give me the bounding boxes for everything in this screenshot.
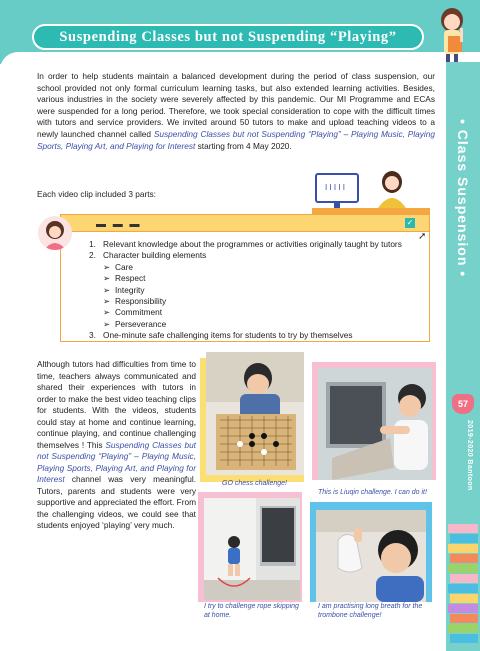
- video-parts-list: [89, 239, 425, 342]
- sidebar-year-label: 2019-2020 Bantoon: [466, 420, 473, 491]
- list-text: Relevant knowledge about the programmes or activities originally taught by tutors: [103, 239, 402, 249]
- go-chess-photo: [206, 352, 304, 475]
- list-text: One-minute safe challenging items for students to try by themselves: [103, 330, 353, 341]
- parts-label: Each video clip included 3 parts:: [37, 189, 156, 199]
- trombone-practice-photo: [316, 510, 426, 602]
- list-number: 3.: [89, 330, 96, 341]
- sub-list-item: [89, 262, 425, 273]
- sub-item-text: Perseverance: [115, 318, 167, 329]
- sidebar-section-label: • Class Suspension •: [455, 118, 471, 278]
- sub-list-item: [89, 296, 425, 307]
- sub-item-text: Commitment: [115, 307, 163, 318]
- sub-list-item: [89, 319, 425, 330]
- list-item: [89, 250, 425, 261]
- page-number: 57: [457, 399, 468, 409]
- checkbox-icon: ✓: [406, 218, 414, 227]
- intro-text-1: In order to help students maintain a balanced development during the period of class suspension, our school provided not only formal curriculum learning tasks, but also extended learning activities. Besides, various industries in the society were severely affected by this pandemic. Our MI Programme and ECAs were suspended for a long period. Therefore, we took special consideration to cope with the difficult times with tutors and service providers. We invited around 50 tutors to make and upload teaching videos to a newly launched channel called: [37, 71, 435, 139]
- body-paragraph: [37, 359, 196, 532]
- sub-item-text: Responsibility: [115, 296, 167, 307]
- arrow-bullet-icon: ➢: [103, 307, 110, 318]
- caption-trombone: I am practising long breath for the trombone challenge!: [318, 603, 423, 619]
- cursor-icon: ➚: [418, 231, 427, 242]
- sub-item-text: Integrity: [115, 284, 145, 295]
- page-number-badge: [452, 394, 474, 414]
- girl-avatar-illustration: [38, 216, 72, 250]
- rope-skipping-photo: [204, 498, 300, 600]
- list-number: 2.: [89, 250, 96, 261]
- girl-at-computer-illustration: [312, 168, 430, 216]
- title-banner: [32, 24, 424, 50]
- svg-text:I I I I I: I I I I I: [325, 183, 346, 192]
- list-item: [89, 330, 425, 341]
- sub-list-item: [89, 285, 425, 296]
- list-item: [89, 239, 425, 250]
- arrow-bullet-icon: ➢: [103, 296, 110, 307]
- list-number: 1.: [89, 239, 96, 249]
- intro-paragraph: [37, 71, 435, 152]
- arrow-bullet-icon: ➢: [103, 261, 110, 272]
- intro-channel-name: Suspending Classes but not Suspending “Playing” – Playing Music, Playing Sports, Playing Art, and Playing for Interest: [37, 128, 435, 151]
- liuqin-photo: [318, 368, 432, 480]
- intro-text-2: starting from 4 May 2020.: [195, 140, 292, 151]
- sub-item-text: Care: [115, 261, 133, 272]
- header-wave: [0, 52, 480, 70]
- body-channel-name: Suspending Classes but not Suspending “Playing” – Playing Music, Playing Sports, Playing Art, and Playing for Interest: [37, 439, 196, 484]
- arrow-bullet-icon: ➢: [103, 273, 110, 284]
- box-bar-dashes: ▬ ▬ ▬: [96, 219, 142, 230]
- caption-rope: I try to challenge rope skipping at home.: [204, 603, 299, 619]
- caption-liuqin: This is Liuqin challenge. I can do it!: [318, 489, 427, 496]
- arrow-bullet-icon: ➢: [103, 284, 110, 295]
- page-title: Suspending Classes but not Suspending “Playing”: [59, 28, 397, 45]
- caption-chess: GO chess challenge!: [222, 480, 287, 487]
- books-illustration: [446, 516, 480, 651]
- body-text-2: channel was very meaningful. Tutors, parents and students were very supportive and appreciated the effort. From the challenging videos, we could see that students enjoyed ‘playing’ very much.: [37, 474, 196, 530]
- sub-list-item: [89, 273, 425, 284]
- body-text-1: Although tutors had difficulties from time to time, teachers always communicated and shared their experiences with tutors in order to make the best video teaching clips for students. With the videos, students could stay at home and continue learning, continue playing, and continue challenging themselves ! This: [37, 359, 196, 450]
- arrow-bullet-icon: ➢: [103, 318, 110, 329]
- list-text: Character building elements: [103, 250, 207, 261]
- sub-item-text: Respect: [115, 273, 146, 284]
- teacher-illustration: [430, 6, 474, 62]
- sub-list-item: [89, 307, 425, 318]
